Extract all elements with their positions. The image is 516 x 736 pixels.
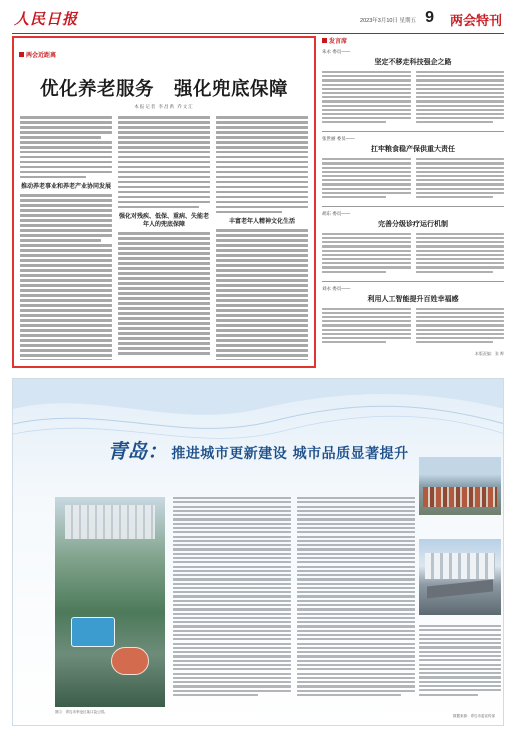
sidebar-tag	[322, 36, 504, 45]
feature-section[interactable]	[12, 378, 504, 726]
sidebar-column	[322, 36, 504, 368]
lead-column-3	[216, 116, 308, 360]
divider	[322, 281, 504, 282]
lead-column-2	[118, 116, 210, 360]
road-shape	[427, 580, 493, 599]
dateline: 2023年3月10日 星期五	[360, 18, 416, 24]
running-track-shape	[111, 647, 149, 675]
sidebar-credit: 本版责编：张 晔	[474, 351, 504, 357]
lead-tag	[19, 50, 56, 59]
feature-city: 青岛：	[107, 439, 168, 463]
sidebar-item[interactable]	[322, 136, 504, 200]
tag-marker-icon	[19, 52, 24, 57]
lead-headline[interactable]	[19, 75, 309, 101]
feature-text-column-2	[297, 497, 415, 707]
lead-subhead: 强化对残疾、低保、重病、失能老年人的兜底保障	[118, 213, 209, 229]
city-road-photo[interactable]	[419, 539, 501, 615]
sidebar-item-speaker: 张世丽 委员——	[322, 136, 355, 142]
building-shape	[65, 505, 155, 539]
lead-columns	[20, 116, 308, 360]
divider	[322, 131, 504, 132]
section-title: 两会特刊	[449, 13, 502, 28]
lead-subhead: 丰富老年人精神文化生活	[228, 218, 295, 226]
feature-text-column-1	[173, 497, 291, 707]
masthead	[12, 6, 504, 34]
sidebar-item-speaker: 朱永 委员——	[322, 49, 351, 54]
lead-tag-label: 两会近距离	[26, 53, 57, 59]
park-photo[interactable]	[55, 497, 165, 707]
sidebar-item[interactable]	[322, 49, 504, 125]
sidebar-item-speaker: 胡东 委员——	[322, 210, 351, 216]
feature-credit: 数据来源：青岛市委宣传部	[453, 714, 495, 718]
lead-subhead: 推动养老事业和养老产业协同发展	[20, 183, 111, 191]
lead-column-1	[20, 116, 112, 360]
old-town-photo[interactable]	[419, 457, 501, 515]
sidebar-item[interactable]	[322, 286, 504, 346]
feature-text-column-3	[419, 625, 501, 705]
headline-part-1: 优化养老服务	[39, 79, 154, 100]
sidebar-tag-label: 发言席	[329, 39, 348, 45]
sidebar-item-title[interactable]: 坚定不移走科技强企之路	[374, 58, 452, 66]
sidebar-item-speaker: 刘永 委员——	[322, 285, 351, 291]
sports-court-shape	[71, 617, 115, 647]
page-number: 9	[425, 9, 434, 26]
tag-marker-icon	[322, 38, 327, 43]
lead-byline: 本报记者 李昌禹 乔文汇	[134, 104, 194, 109]
photo-caption: 图①：青岛市李沧区某口袋公园。	[55, 710, 108, 714]
towers-shape	[425, 553, 495, 579]
sidebar-item-title[interactable]: 利用人工智能提升百姓幸福感	[367, 294, 459, 303]
divider	[322, 206, 504, 207]
newspaper-logo: 人民日报	[14, 10, 79, 28]
sidebar-item-title[interactable]: 扛牢粮食稳产保供重大责任	[371, 145, 455, 154]
lead-story[interactable]	[12, 36, 316, 368]
feature-headline-text: 推进城市更新建设 城市品质显著提升	[171, 446, 409, 462]
rooftops-shape	[423, 487, 497, 507]
sidebar-item[interactable]	[322, 211, 504, 275]
headline-part-2: 强化兜底保障	[174, 79, 289, 100]
sidebar-item-title[interactable]: 完善分级诊疗运行机制	[378, 219, 448, 228]
